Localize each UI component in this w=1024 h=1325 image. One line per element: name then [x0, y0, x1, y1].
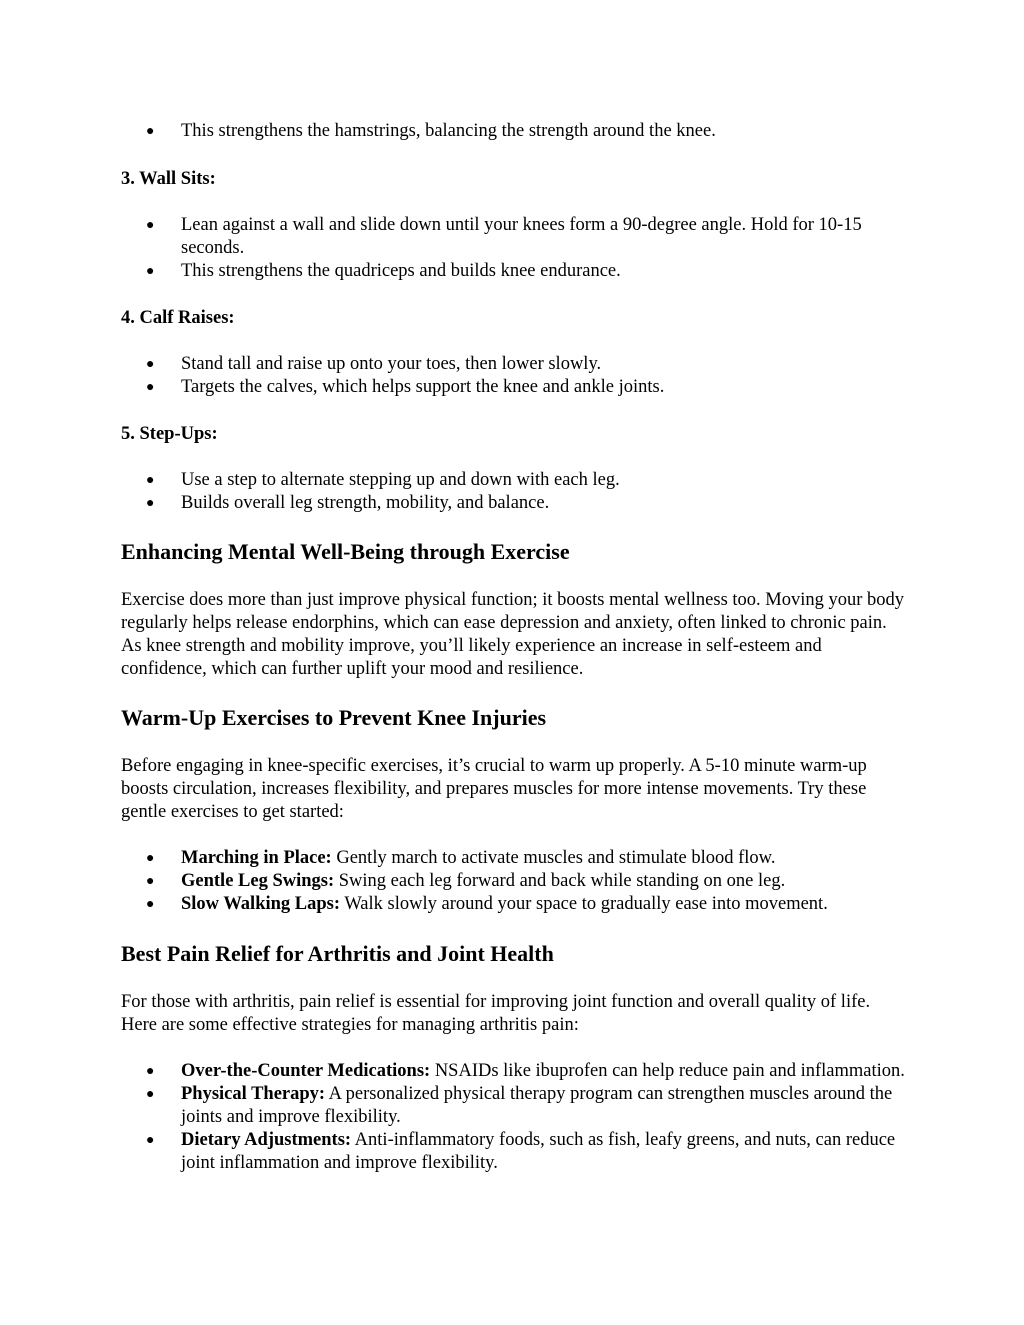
bullet-icon: ●	[146, 380, 155, 395]
heading-warm-up: Warm-Up Exercises to Prevent Knee Injuries	[121, 705, 547, 730]
bullet-icon: ●	[146, 124, 155, 139]
list-item: ● Gentle Leg Swings: Swing each leg forward and back while standing on one leg.	[146, 871, 786, 891]
item-label: Dietary Adjustments:	[181, 1130, 352, 1150]
bullet-list-calf-raises	[121, 353, 911, 399]
list-item: ● Over-the-Counter Medications: NSAIDs like ibuprofen can help reduce pain and inflammation.	[146, 1061, 905, 1081]
list-item: ● Builds overall leg strength, mobility, and balance.	[146, 493, 550, 513]
bullet-icon: ●	[146, 218, 155, 233]
list-item: ● This strengthens the hamstrings, balancing the strength around the knee.	[146, 121, 716, 141]
list-item: ● Use a step to alternate stepping up and down with each leg.	[146, 470, 620, 490]
bullet-icon: ●	[146, 897, 155, 912]
bullet-icon: ●	[146, 357, 155, 372]
heading-arthritis: Best Pain Relief for Arthritis and Joint Health	[121, 941, 554, 966]
item-label: Gentle Leg Swings:	[181, 871, 335, 891]
list-item: ● Targets the calves, which helps support the knee and ankle joints.	[146, 377, 665, 397]
item-label: Marching in Place:	[181, 848, 332, 868]
bullet-list-arthritis	[121, 1060, 911, 1175]
heading-mental-well-being: Enhancing Mental Well-Being through Exercise	[121, 539, 570, 564]
bullet-icon: ●	[146, 473, 155, 488]
list-item: ● Marching in Place: Gently march to activate muscles and stimulate blood flow.	[146, 848, 776, 868]
list-item: ● Slow Walking Laps: Walk slowly around your space to gradually ease into movement.	[146, 894, 828, 914]
paragraph-mental-well-being: Exercise does more than just improve physical function; it boosts mental wellness too. Moving your body regularly helps release endorphins, which can ease depression and anxiety, often linked to chronic pain. As knee strength and mobility improve, you’ll likely experience an increase in self-esteem and confidence, which can further uplift your mood and resilience.	[121, 590, 905, 679]
list-item: ● This strengthens the quadriceps and builds knee endurance.	[146, 261, 621, 281]
list-item: ● Stand tall and raise up onto your toes, then lower slowly.	[146, 354, 602, 374]
bullet-icon: ●	[146, 1133, 155, 1148]
bullet-list-wall-sits	[121, 214, 911, 283]
item-label: Over-the-Counter Medications:	[181, 1061, 431, 1081]
bullet-list-hamstrings	[121, 120, 911, 143]
list-item: ● Lean against a wall and slide down until your knees form a 90-degree angle. Hold for 10-15 seconds.	[146, 215, 862, 258]
bullet-list-step-ups	[121, 469, 911, 515]
bullet-icon: ●	[146, 496, 155, 511]
bullet-icon: ●	[146, 1087, 155, 1102]
bullet-list-warm-up	[121, 847, 911, 916]
paragraph-warm-up: Before engaging in knee-specific exercises, it’s crucial to warm up properly. A 5-10 minute warm-up boosts circulation, increases flexibility, and prepares muscles for more intense movements. Try these gentle exercises to get started:	[121, 756, 867, 822]
bullet-icon: ●	[146, 264, 155, 279]
item-label: Physical Therapy:	[181, 1084, 326, 1104]
paragraph-arthritis: For those with arthritis, pain relief is essential for improving joint function and overall quality of life. Here are some effective strategies for managing arthritis pain:	[121, 992, 871, 1035]
bullet-icon: ●	[146, 874, 155, 889]
list-item: ● Dietary Adjustments: Anti-inflammatory foods, such as fish, leafy greens, and nuts, can reduce joint inflammation and improve flexibility.	[146, 1130, 896, 1173]
list-item: ● Physical Therapy: A personalized physical therapy program can strengthen muscles around the joints and improve flexibility.	[146, 1084, 893, 1127]
heading-step-ups: 5. Step-Ups:	[121, 424, 218, 444]
item-label: Slow Walking Laps:	[181, 894, 341, 914]
bullet-icon: ●	[146, 1064, 155, 1079]
heading-wall-sits: 3. Wall Sits:	[121, 169, 216, 189]
heading-calf-raises: 4. Calf Raises:	[121, 308, 235, 328]
bullet-icon: ●	[146, 851, 155, 866]
